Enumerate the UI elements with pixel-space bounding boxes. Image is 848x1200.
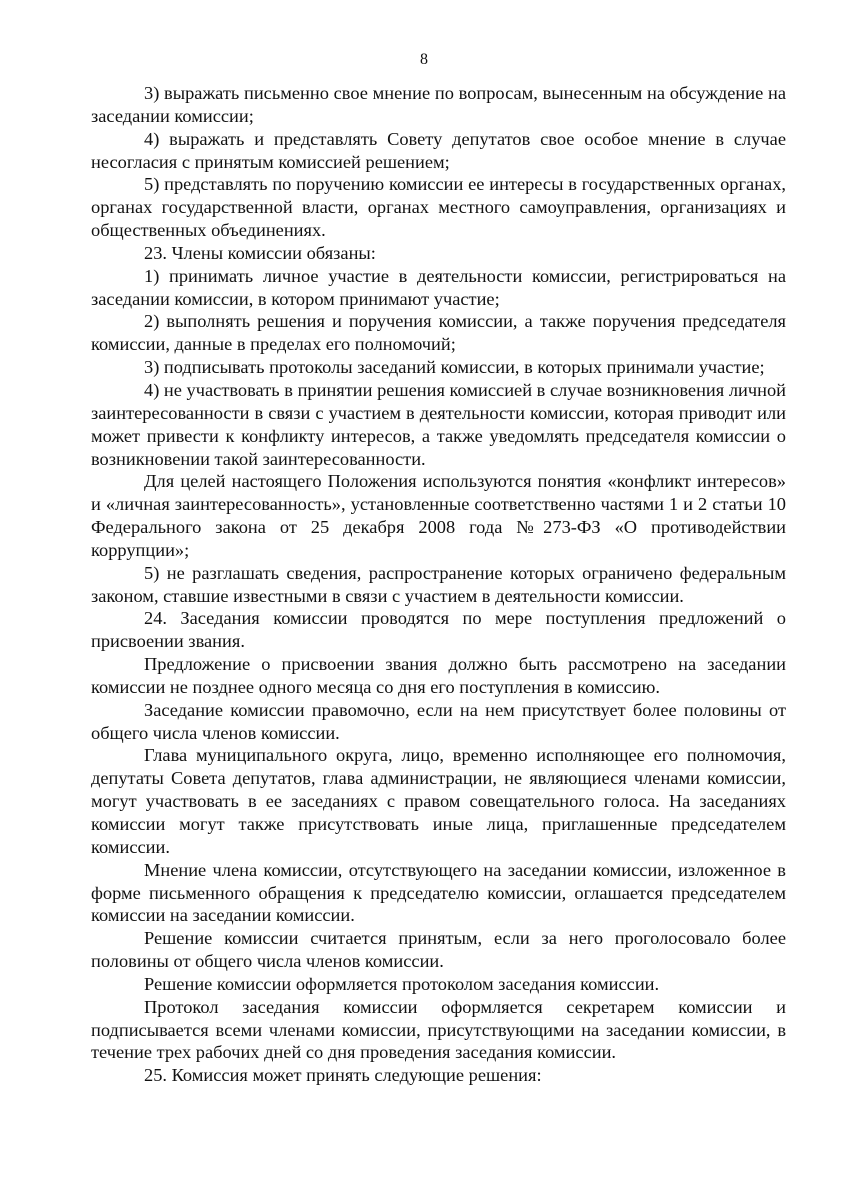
paragraph-conflict-definition: Для целей настоящего Положения используются понятия «конфликт интересов» и «личная заинтересованность», установленные соответственно частями 1 и 2 статьи 10 Федерального закона от 25 декабря 2008 года №273-ФЗ «О противодействии коррупции»; [91,471,786,560]
paragraph-clause-23: 23. Члены комиссии обязаны: [144,242,376,263]
paragraph-duty-item-3: 3) подписывать протоколы заседаний комиссии, в которых принимали участие; [144,357,765,378]
paragraph-advisory-participants: Глава муниципального округа, лицо, временно исполняющее его полномочия, депутаты Совета депутатов, глава администрации, не являющиеся членами комиссии, могут участвовать в ее заседаниях с правом совещательного голоса. На заседаниях комиссии могут также присутствовать иные лица, приглашенные председателем комиссии. [91,745,786,857]
page-number: 8 [420,51,428,68]
paragraph-duty-item-5: 5) не разглашать сведения, распространение которых ограничено федеральным законом, ставшие известными в связи с участием в деятельности комиссии. [91,562,786,606]
paragraph-protocol-signing: Протокол заседания комиссии оформляется секретарем комиссии и подписывается всеми членами комиссии, присутствующими на заседании комиссии, в течение трех рабочих дней со дня проведения заседания комиссии. [91,996,786,1063]
paragraph-proposal-review: Предложение о присвоении звания должно быть рассмотрено на заседании комиссии не позднее одного месяца со дня его поступления в комиссию. [91,654,786,697]
paragraph-quorum: Заседание комиссии правомочно, если на нем присутствует более половины от общего числа членов комиссии. [91,699,786,743]
paragraph-rights-item-3: 3) выражать письменно свое мнение по вопросам, вынесенным на обсуждение на заседании комиссии; [91,83,786,126]
paragraph-rights-item-4: 4) выражать и представлять Совету депутатов свое особое мнение в случае несогласия с принятым комиссией решением; [91,128,786,172]
document-body [91,82,786,1087]
paragraph-clause-25: 25. Комиссия может принять следующие решения: [144,1065,542,1086]
paragraph-decision-protocol: Решение комиссии оформляется протоколом заседания комиссии. [144,973,660,994]
paragraph-duty-item-2: 2) выполнять решения и поручения комиссии, а также поручения председателя комиссии, данные в пределах его полномочий; [91,311,786,355]
paragraph-duty-item-4: 4) не участвовать в принятии решения комиссией в случае возникновения личной заинтересованности в связи с участием в деятельности комиссии, которая приводит или может привести к конфликту интересов, а также уведомлять председателя комиссии о возникновении такой заинтересованности. [91,379,786,469]
paragraph-absent-member-opinion: Мнение члена комиссии, отсутствующего на заседании комиссии, изложенное в форме письменного обращения к председателю комиссии, оглашается председателем комиссии на заседании комиссии. [91,859,786,926]
paragraph-clause-24: 24. Заседания комиссии проводятся по мере поступления предложений о присвоении звания. [91,608,786,652]
paragraph-duty-item-1: 1) принимать личное участие в деятельности комиссии, регистрироваться на заседании комиссии, в котором принимают участие; [91,265,786,309]
paragraph-rights-item-5: 5) представлять по поручению комиссии ее интересы в государственных органах, органах государственной власти, органах местного самоуправления, организациях и общественных объединениях. [91,174,786,241]
paragraph-decision-adoption: Решение комиссии считается принятым, если за него проголосовало более половины от общего числа членов комиссии. [91,928,786,972]
